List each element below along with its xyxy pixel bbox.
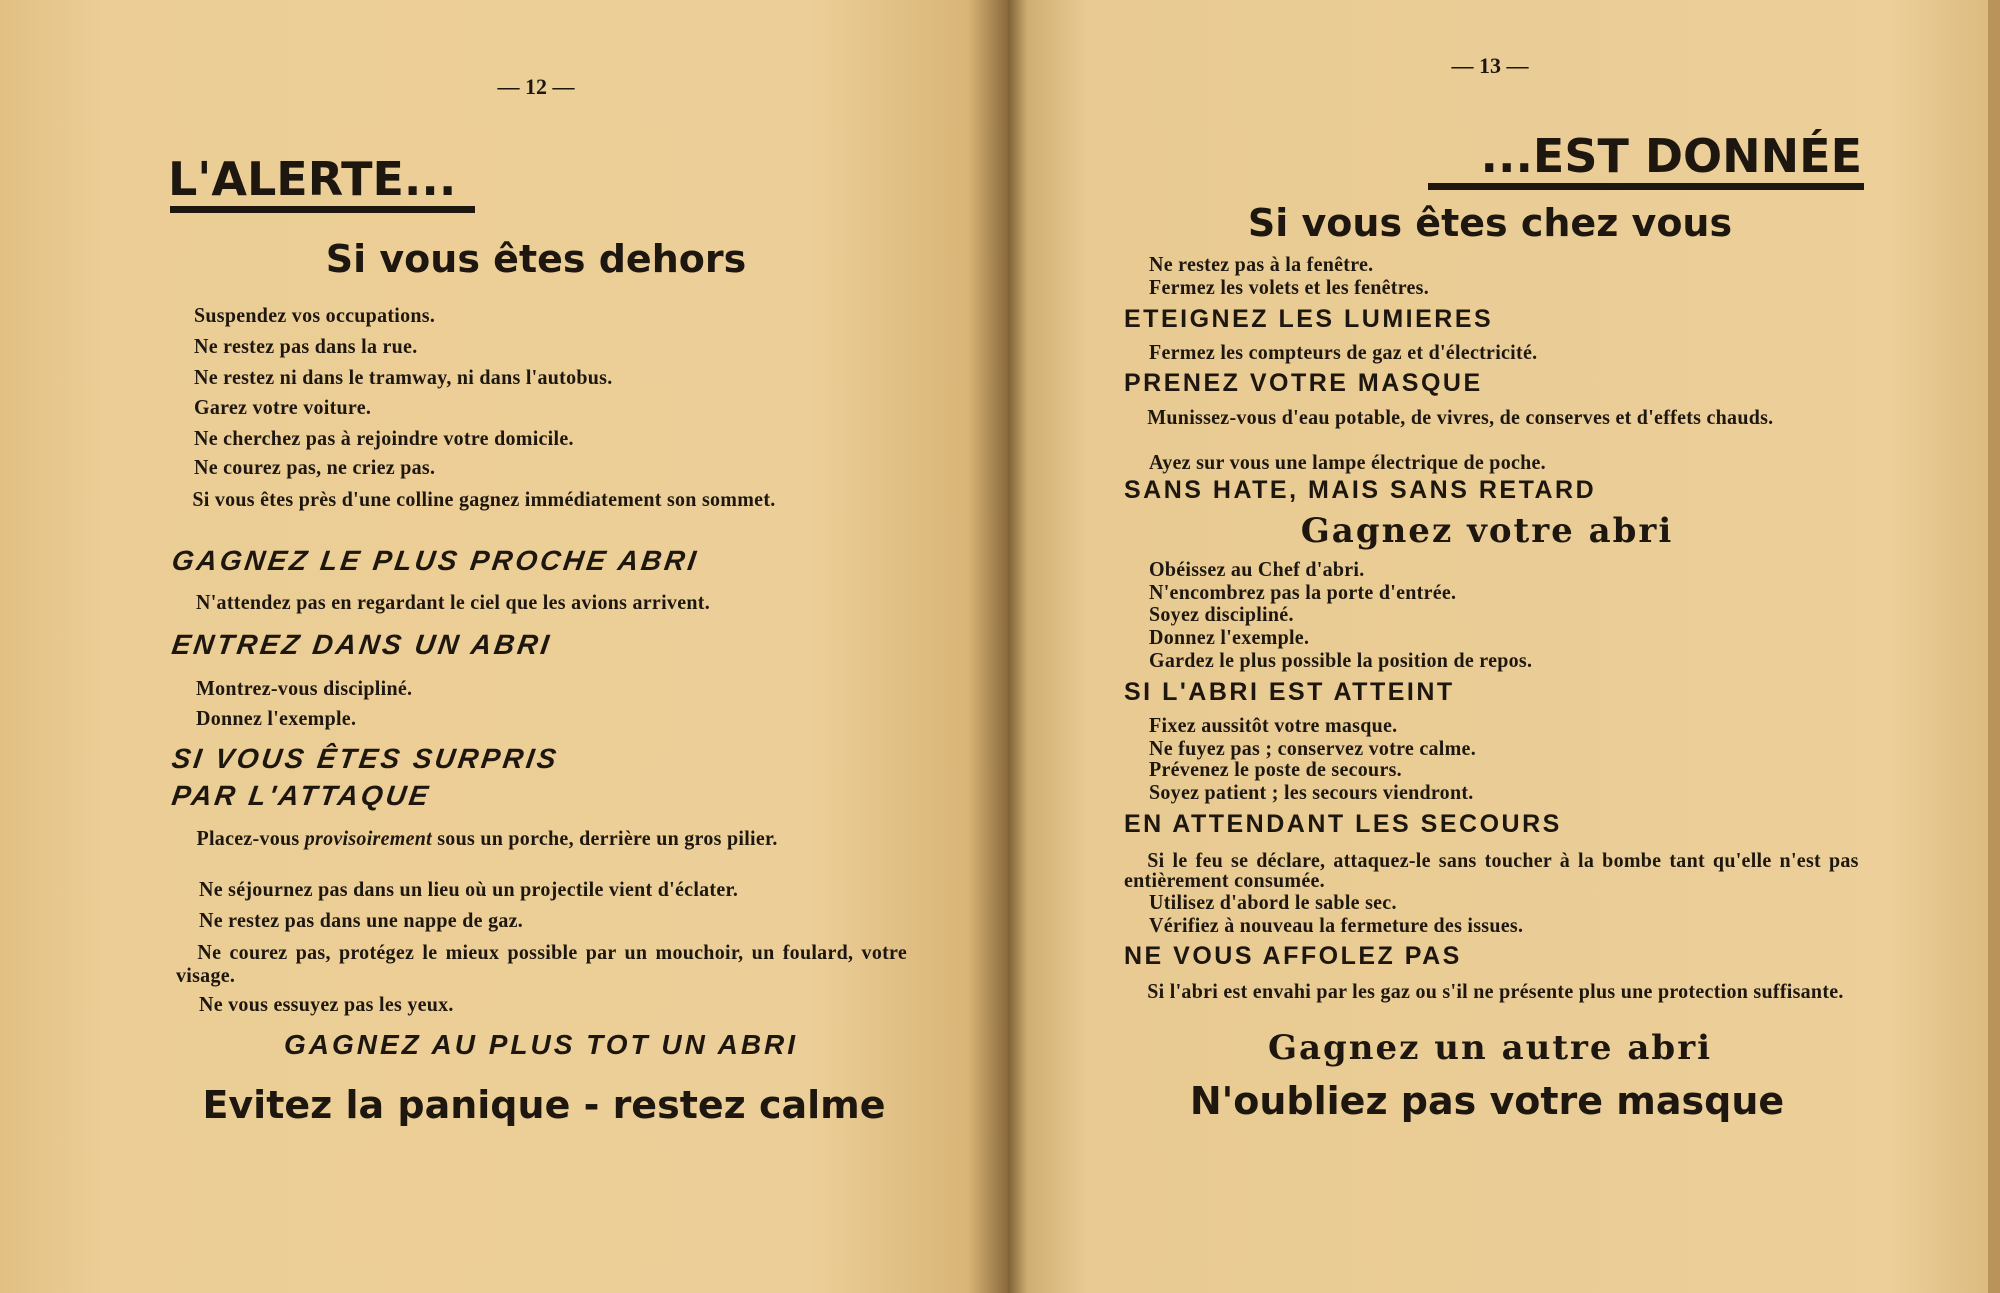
page-number: — 12 — (497, 74, 575, 99)
instruction: Obéissez au Chef d'abri. (1149, 557, 1365, 581)
page-title: ...EST DONNÉE (1480, 129, 1862, 183)
instruction: Montrez-vous discipliné. (196, 676, 413, 700)
heading: SI L'ABRI EST ATTEINT (1124, 678, 1455, 706)
text: sous un porche, derrière un gros pilier. (431, 826, 778, 850)
subheading: Gagnez votre abri (1300, 511, 1674, 551)
instruction: Soyez patient ; les secours viendront. (1149, 780, 1474, 804)
instruction: Ayez sur vous une lampe électrique de poche. (1149, 450, 1546, 474)
heading: SI VOUS ÊTES SURPRIS (169, 743, 561, 774)
instruction: Soyez discipliné. (1149, 602, 1294, 626)
instruction: Donnez l'exemple. (196, 706, 357, 730)
instruction-paragraph (176, 827, 907, 850)
section-title: Si vous êtes chez vous (1247, 201, 1733, 245)
instruction-paragraph: Ne courez pas, protégez le mieux possible par un mouchoir, un foulard, votre visage. (176, 940, 907, 987)
page-13 (1008, 0, 1988, 1293)
instruction-paragraph: Si l'abri est envahi par les gaz ou s'il ne présente plus une protection suffisante. (1147, 979, 1844, 1003)
heading: ETEIGNEZ LES LUMIERES (1124, 305, 1494, 333)
instruction: Donnez l'exemple. (1149, 625, 1310, 649)
instruction: Ne courez pas, ne criez pas. (194, 455, 436, 479)
heading: NE VOUS AFFOLEZ PAS (1124, 942, 1462, 970)
instruction-paragraph: Si le feu se déclare, attaquez-le sans toucher à la bombe tant qu'elle n'est pas entièrement consumée. (1124, 848, 1859, 892)
instruction: Gardez le plus possible la position de repos. (1149, 648, 1533, 672)
instruction: Ne fuyez pas ; conservez votre calme. (1149, 736, 1476, 760)
instruction: Ne restez pas à la fenêtre. (1149, 252, 1374, 276)
section-title: Si vous êtes dehors (325, 237, 747, 281)
instruction: Ne restez pas dans une nappe de gaz. (199, 908, 524, 932)
instruction: Utilisez d'abord le sable sec. (1149, 890, 1397, 914)
emphasis: provisoirement (304, 826, 432, 850)
instruction-paragraph: Munissez-vous d'eau potable, de vivres, de conserves et d'effets chauds. (1147, 405, 1774, 429)
heading: PRENEZ VOTRE MASQUE (1124, 369, 1483, 397)
heading: PAR L'ATTAQUE (169, 780, 433, 811)
instruction: Suspendez vos occupations. (194, 303, 436, 327)
instruction: Ne vous essuyez pas les yeux. (199, 992, 454, 1016)
instruction: Ne restez pas dans la rue. (194, 334, 418, 358)
subheading: Gagnez un autre abri (1267, 1028, 1713, 1068)
instruction-paragraph: Si vous êtes près d'une colline gagnez immédiatement son sommet. (192, 487, 776, 511)
instruction: Garez votre voiture. (194, 395, 372, 419)
title-underline (1428, 183, 1864, 190)
closing-slogan: Evitez la panique - restez calme (202, 1083, 886, 1127)
instruction: Vérifiez à nouveau la fermeture des issues. (1149, 913, 1524, 937)
heading: SANS HATE, MAIS SANS RETARD (1124, 476, 1597, 504)
heading: GAGNEZ AU PLUS TOT UN ABRI (283, 1029, 799, 1060)
page-number: — 13 — (1451, 53, 1529, 78)
instruction: Fermez les compteurs de gaz et d'électricité. (1149, 340, 1538, 364)
instruction: Prévenez le poste de secours. (1149, 757, 1402, 781)
heading: GAGNEZ LE PLUS PROCHE ABRI (169, 545, 701, 576)
closing-slogan: N'oubliez pas votre masque (1189, 1079, 1785, 1123)
instruction: Ne cherchez pas à rejoindre votre domicile. (194, 426, 574, 450)
text: Placez-vous (196, 826, 305, 850)
page-edge (1988, 0, 2000, 1293)
instruction: Ne séjournez pas dans un lieu où un projectile vient d'éclater. (199, 877, 739, 901)
instruction: N'attendez pas en regardant le ciel que les avions arrivent. (196, 590, 710, 614)
heading: EN ATTENDANT LES SECOURS (1124, 810, 1562, 838)
page-title: L'ALERTE... (168, 152, 457, 206)
instruction: N'encombrez pas la porte d'entrée. (1149, 580, 1457, 604)
title-underline (170, 206, 475, 213)
instruction: Ne restez ni dans le tramway, ni dans l'autobus. (194, 365, 613, 389)
heading: ENTREZ DANS UN ABRI (169, 629, 554, 660)
instruction: Fixez aussitôt votre masque. (1149, 713, 1398, 737)
instruction: Fermez les volets et les fenêtres. (1149, 275, 1430, 299)
